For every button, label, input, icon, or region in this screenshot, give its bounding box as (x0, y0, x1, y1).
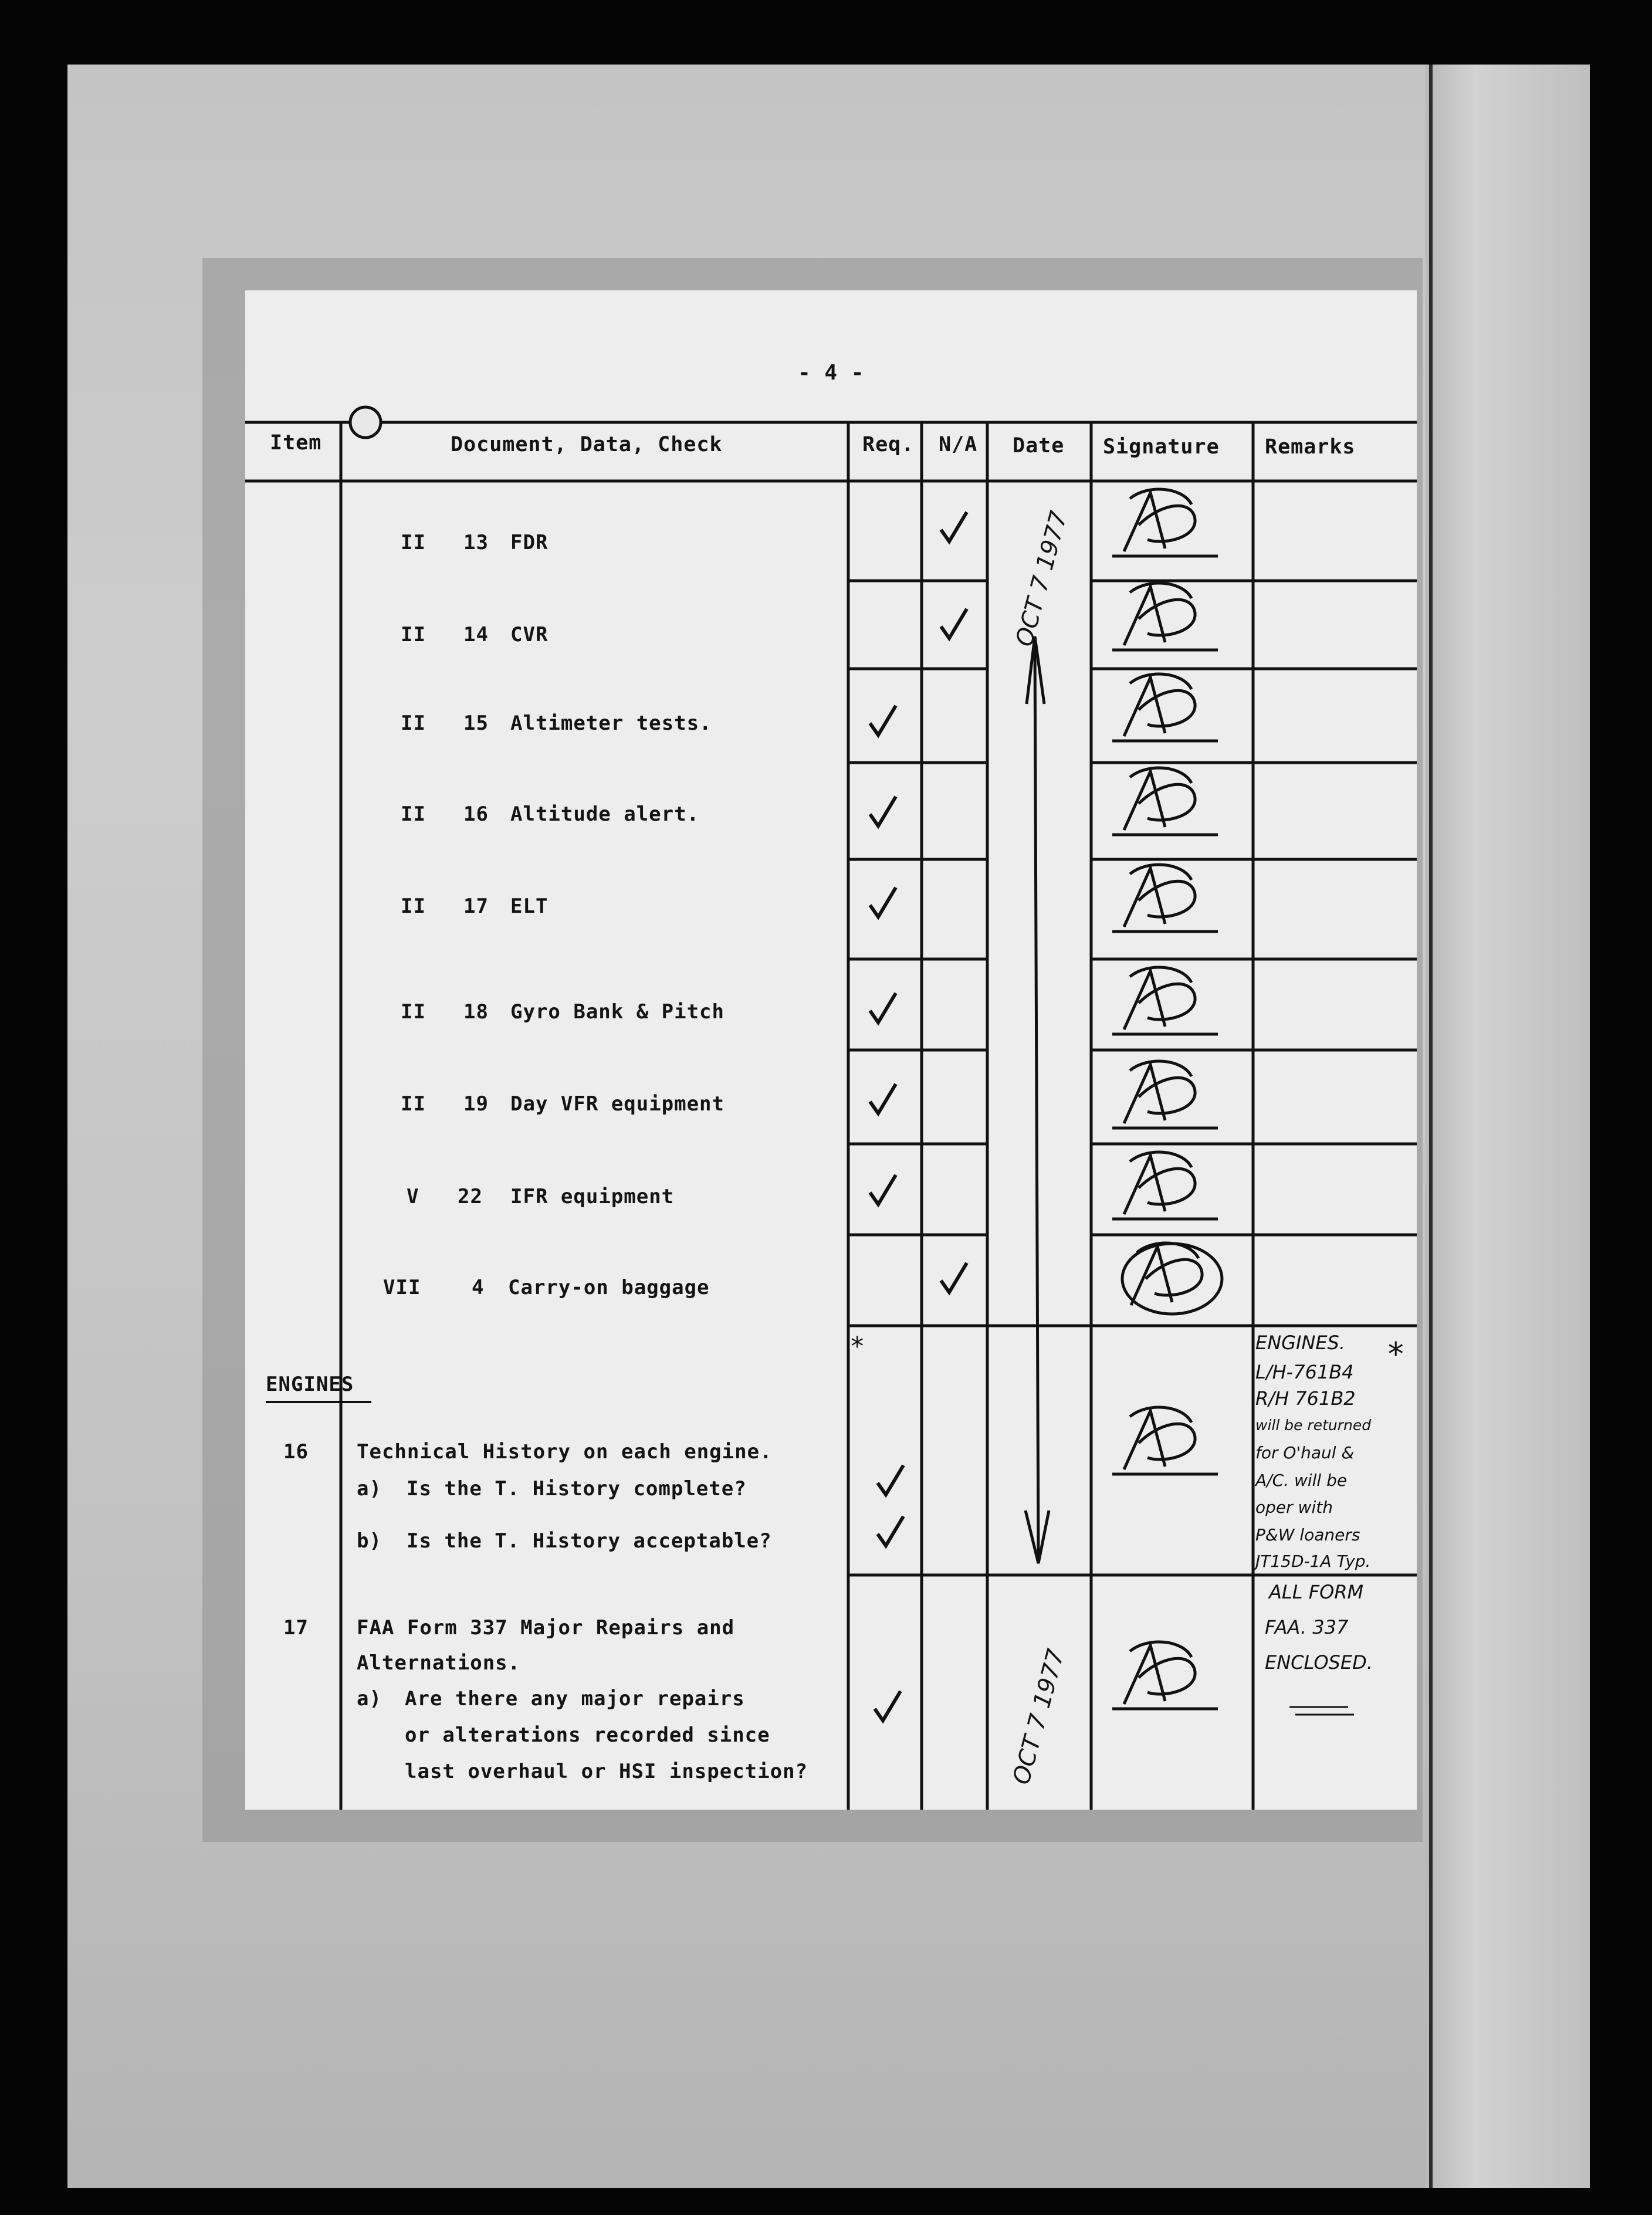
header-remarks: Remarks (1265, 435, 1356, 459)
signature-initials (1106, 575, 1224, 657)
item17-a-line2: or alterations recorded since (405, 1723, 770, 1747)
checkmark-icon (936, 507, 971, 548)
checkmark-icon (865, 1079, 901, 1120)
signature-initials (1106, 666, 1224, 748)
checkmark-icon (865, 792, 901, 833)
signature-initials (1106, 959, 1224, 1041)
row-number: 17 (463, 895, 489, 918)
row-number: 18 (463, 1000, 489, 1024)
remark-item17-line: ENCLOSED. (1265, 1651, 1373, 1674)
inspection-form-page (245, 290, 1417, 1810)
punch-hole (350, 407, 381, 438)
row-description: Day VFR equipment (510, 1092, 725, 1116)
signature-initials (1106, 760, 1224, 842)
item16-a-text: Is the T. History complete? (407, 1477, 747, 1501)
checkmark-icon (865, 1170, 901, 1211)
item16-number: 16 (283, 1440, 309, 1464)
remark-engines-line: JT15D-1A Typ. (1255, 1552, 1371, 1571)
row-description: IFR equipment (510, 1185, 675, 1208)
date-stamp-top: OCT 7 1977 (1011, 508, 1073, 649)
header-req: Req. (862, 433, 915, 456)
backing-board-divider (1429, 65, 1433, 2188)
remark-engines-line: R/H 761B2 (1255, 1387, 1356, 1410)
row-part: VII (383, 1276, 421, 1299)
row-part: II (401, 895, 426, 918)
row-number: 14 (463, 623, 489, 646)
remark-engines-line: P&W loaners (1255, 1525, 1360, 1545)
row-number: 15 (463, 712, 489, 735)
signature-initials (1106, 1634, 1224, 1716)
row-description: FDR (510, 531, 549, 554)
item17-number: 17 (283, 1616, 309, 1640)
signature-initials (1106, 1399, 1224, 1481)
item17-a-line1: Are there any major repairs (405, 1687, 745, 1711)
signature-initials (1113, 1235, 1231, 1317)
row-description: Gyro Bank & Pitch (510, 1000, 725, 1024)
row-number: 19 (463, 1092, 489, 1116)
checkmark-icon (865, 701, 901, 742)
row-part: II (401, 623, 426, 646)
signature-initials (1106, 856, 1224, 939)
remark-engines-line: ENGINES. (1255, 1332, 1346, 1354)
item17-a-line3: last overhaul or HSI inspection? (405, 1760, 808, 1783)
row-description: ELT (510, 895, 549, 918)
signature-initials (1106, 1053, 1224, 1135)
section-engines-heading: ENGINES (266, 1373, 354, 1396)
checkmark-icon (865, 988, 901, 1029)
row-number: 13 (463, 531, 489, 554)
row-part: II (401, 531, 426, 554)
header-signature: Signature (1103, 435, 1220, 459)
checkmark-icon (870, 1686, 905, 1728)
svg-text:*: * (1386, 1336, 1406, 1373)
row-number: 4 (472, 1276, 485, 1299)
header-date: Date (1013, 434, 1065, 458)
signature-initials (1106, 481, 1224, 563)
remark-item17-line: ALL FORM (1269, 1581, 1364, 1603)
header-na: N/A (939, 433, 978, 456)
row-part: II (401, 802, 426, 826)
svg-text:*: * (849, 1332, 865, 1361)
table-grid (245, 290, 1417, 1810)
date-carry-arrow (1025, 636, 1049, 1563)
item16-a-letter: a) (357, 1477, 382, 1501)
remark-engines-line: oper with (1255, 1498, 1333, 1517)
row-part: II (401, 712, 426, 735)
header-item: Item (270, 431, 322, 455)
row-description: CVR (510, 623, 549, 646)
item16-b-letter: b) (357, 1529, 382, 1553)
item17-a-letter: a) (357, 1687, 382, 1711)
row-description: Altitude alert. (510, 802, 700, 826)
checkmark-icon (936, 604, 971, 645)
backing-board-edge (1426, 65, 1590, 2188)
row-part: V (407, 1185, 419, 1208)
remark-engines-line: will be returned (1255, 1417, 1372, 1434)
remark-engines-line: L/H-761B4 (1255, 1361, 1354, 1383)
checkmark-icon (873, 1461, 908, 1502)
item17-title-line2: Alternations. (357, 1651, 521, 1675)
signature-initials (1106, 1144, 1224, 1226)
remark-engines-line: A/C. will be (1255, 1471, 1348, 1490)
row-part: II (401, 1000, 426, 1024)
row-part: II (401, 1092, 426, 1116)
date-stamp-bottom: OCT 7 1977 (1008, 1646, 1070, 1787)
header-document: Document, Data, Check (451, 433, 723, 456)
remark-engines-line: for O'haul & (1255, 1443, 1355, 1462)
row-number: 16 (463, 802, 489, 826)
remark-item17-line: FAA. 337 (1265, 1616, 1349, 1638)
checkmark-icon (865, 883, 901, 924)
checkmark-icon (936, 1258, 971, 1299)
item17-title-line1: FAA Form 337 Major Repairs and (357, 1616, 735, 1640)
item16-b-text: Is the T. History acceptable? (407, 1529, 772, 1553)
row-description: Altimeter tests. (510, 712, 712, 735)
page-number: - 4 - (798, 361, 865, 385)
checkmark-icon (873, 1512, 908, 1553)
item16-title: Technical History on each engine. (357, 1440, 773, 1464)
row-description: Carry-on baggage (508, 1276, 710, 1299)
row-number: 22 (458, 1185, 483, 1208)
